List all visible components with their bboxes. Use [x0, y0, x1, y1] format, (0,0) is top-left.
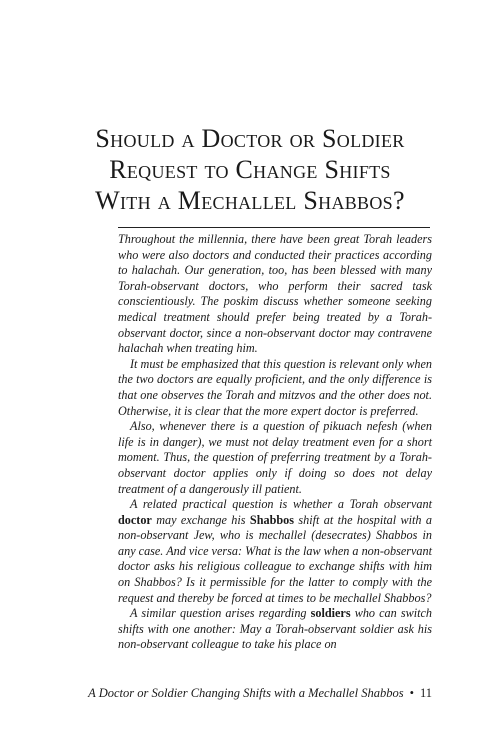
- chapter-title: [30, 123, 470, 216]
- paragraph-4: [118, 497, 432, 606]
- body-text: [118, 232, 432, 653]
- emphasis-shabbos: Shabbos: [249, 512, 294, 527]
- chapter-title-line-2: Request to Change Shifts: [109, 155, 391, 185]
- emphasis-soldiers: soldiers: [310, 606, 351, 621]
- running-title: A Doctor or Soldier Changing Shifts with a Mechallel Shabbos: [88, 686, 404, 700]
- paragraph-3: Also, whenever there is a question of pikuach nefesh (when life is in danger), we must not delay treatment even for a short moment. Thus, the question of preferring treatment by a Torah-observant doctor applies only if doing so does not delay treatment of a dangerously ill patient.: [118, 419, 432, 496]
- chapter-title-line-1: Should a Doctor or Soldier: [95, 124, 405, 154]
- paragraph-5-text-a: A similar question arises regarding: [130, 606, 311, 621]
- paragraph-4-text-c: shift at the hospital with a non-observant Jew, who is mechallel (desecrates) Shabbos in any case. And vice versa: What is the law when a non-observant doctor asks his religious colleague to exchange shifts with him on Shabbos? Is it permissible for the latter to comply with the request and thereby be forced at times to be mechallel Shabbos?: [118, 512, 432, 605]
- page-number: 11: [419, 686, 432, 700]
- bullet-separator: •: [409, 686, 414, 700]
- paragraph-5: [118, 606, 432, 653]
- emphasis-doctor: doctor: [118, 512, 152, 527]
- chapter-title-line-3: With a Mechallel Shabbos?: [95, 186, 405, 216]
- page-footer: [60, 686, 432, 701]
- paragraph-4-text-b: may exchange his: [151, 512, 250, 527]
- paragraph-2: It must be emphasized that this question is relevant only when the two doctors are equally proficient, and the only difference is that one observes the Torah and mitzvos and the other does not. Otherwise, it is clear that the more expert doctor is preferred.: [118, 356, 432, 418]
- title-divider: [118, 227, 430, 228]
- paragraph-4-text-a: A related practical question is whether a Torah observant: [130, 497, 432, 512]
- paragraph-5-text-b: who can switch shifts with one another: May a Torah-observant soldier ask his non-observant colleague to take his place on: [118, 606, 432, 652]
- paragraph-1: Throughout the millennia, there have been great Torah leaders who were also doctors and conducted their practices according to halachah. Our generation, too, has been blessed with many Torah-observant doctors, who perform their sacred task conscientiously. The poskim discuss whether someone seeking medical treatment should prefer being treated by a Torah-observant doctor, since a non-observant doctor may contravene halachah when treating him.: [118, 232, 432, 356]
